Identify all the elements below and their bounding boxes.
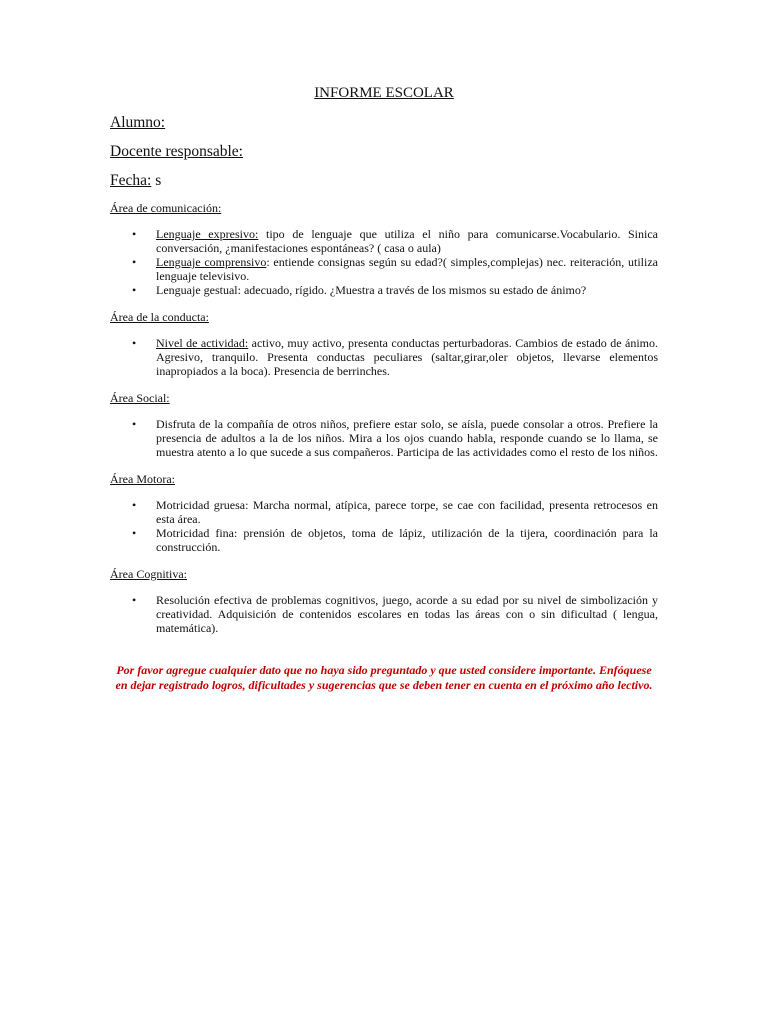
section-title-motora (110, 472, 658, 486)
list-item (110, 417, 658, 459)
section-title-comunicacion (110, 201, 658, 215)
item-lead: Lenguaje expresivo: (156, 227, 259, 241)
list-item (110, 593, 658, 635)
section-list-motora (110, 498, 658, 554)
item-text: Resolución efectiva de problemas cognitivos, juego, acorde a su edad por su nivel de simbolización y creatividad. Adquisición de contenidos escolares en todas las áreas con o sin dificultad ( lengua, matemática). (156, 593, 658, 635)
item-lead: Nivel de actividad: (156, 336, 249, 350)
list-item (110, 255, 658, 283)
item-text: Lenguaje gestual: adecuado, rígido. ¿Muestra a través de los mismos su estado de ánimo? (156, 283, 587, 297)
item-text: Disfruta de la compañía de otros niños, prefiere estar solo, se aísla, puede consolar a otros. Prefiere la presencia de adultos a la de los niños. Mira a los ojos cuando habla, responde cuando se lo llama, se muestra atento a lo que sucede a sus compañeros. Participa de las actividades como el resto de los niños. (156, 417, 658, 459)
section-title-text: Área de la conducta: (110, 310, 209, 324)
list-item (110, 227, 658, 255)
bullet-icon: • (132, 417, 137, 431)
section-title-cognitiva (110, 567, 658, 581)
bullet-icon: • (132, 593, 137, 607)
section-title-text: Área Cognitiva: (110, 567, 187, 581)
closing-note: Por favor agregue cualquier dato que no haya sido preguntado y que usted considere importante. Enfóquese en dejar registrado logros, dificultades y sugerencias que se deben tener en cuenta en el próximo año lectivo. (115, 663, 653, 692)
bullet-icon: • (132, 526, 137, 540)
section-title-conducta (110, 310, 658, 324)
list-item (110, 498, 658, 526)
item-text: Motricidad gruesa: Marcha normal, atípica, parece torpe, se cae con facilidad, presenta retrocesos en esta área. (156, 498, 658, 526)
bullet-icon: • (132, 227, 137, 241)
item-text: : entiende consignas según su edad?( simples,complejas) nec. reiteración, utiliza lenguaje televisivo. (156, 255, 659, 283)
field-fecha (110, 172, 658, 190)
section-list-social (110, 417, 658, 459)
section-title-social (110, 391, 658, 405)
field-alumno-label: Alumno: (110, 114, 166, 131)
section-list-conducta (110, 336, 658, 378)
section-list-comunicacion (110, 227, 658, 297)
document-title: INFORME ESCOLAR (314, 85, 454, 101)
field-docente-label: Docente responsable: (110, 143, 243, 160)
bullet-icon: • (132, 283, 137, 297)
item-text: activo, muy activo, presenta conductas perturbadoras. Cambios de estado de ánimo. Agresivo, tranquilo. Presenta conductas peculiares (saltar,girar,oler objetos, llevarse elementos inapropiados a la boca). Presencia de berrinches. (156, 336, 658, 378)
field-fecha-value: s (155, 172, 162, 189)
field-docente (110, 143, 658, 161)
document-page (110, 84, 658, 692)
section-title-text: Área Social: (110, 391, 170, 405)
bullet-icon: • (132, 336, 137, 350)
section-title-text: Área Motora: (110, 472, 175, 486)
bullet-icon: • (132, 255, 137, 269)
list-item (110, 526, 658, 554)
bullet-icon: • (132, 498, 137, 512)
list-item (110, 336, 658, 378)
field-alumno (110, 114, 658, 132)
field-fecha-label: Fecha: (110, 172, 152, 189)
list-item (110, 283, 658, 297)
item-text: tipo de lenguaje que utiliza el niño para comunicarse.Vocabulario. Sinica conversación, ¿manifestaciones espontáneas? ( casa o aula) (156, 227, 658, 255)
section-title-text: Área de comunicación: (110, 201, 222, 215)
section-list-cognitiva (110, 593, 658, 635)
item-text: Motricidad fina: prensión de objetos, toma de lápiz, utilización de la tijera, coordinación para la construcción. (156, 526, 658, 554)
item-lead: Lenguaje comprensivo (156, 255, 267, 269)
